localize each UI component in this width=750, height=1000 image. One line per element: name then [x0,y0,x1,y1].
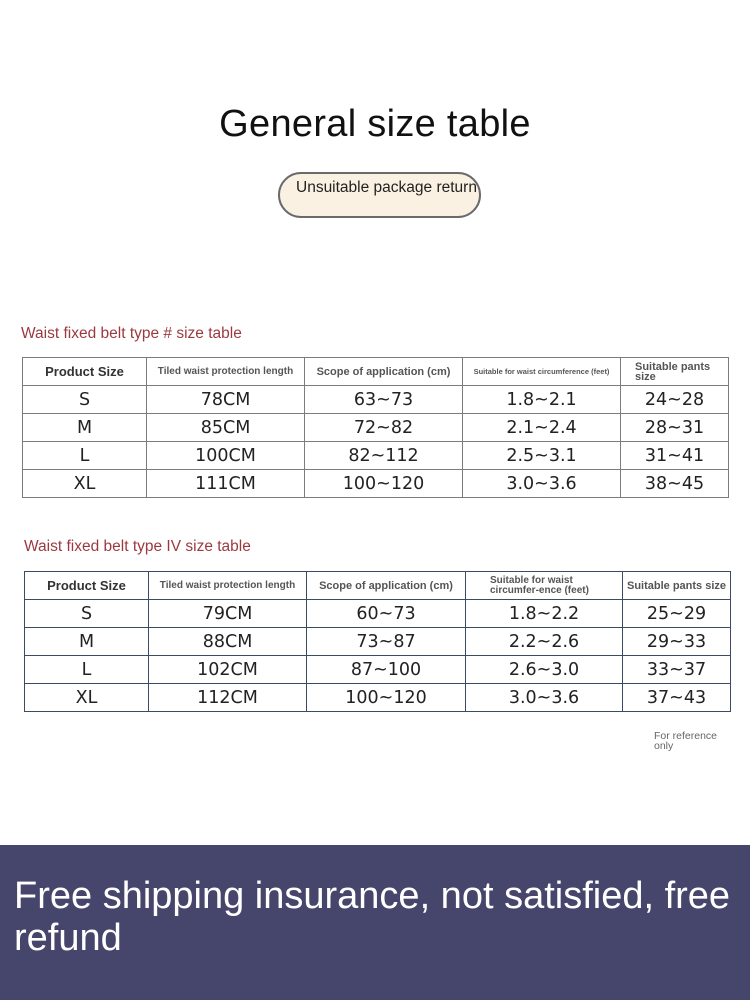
cell: 24~28 [621,386,729,414]
cell: L [25,656,149,684]
cell: 1.8~2.1 [463,386,621,414]
cell: 2.5~3.1 [463,442,621,470]
header-pants-size: Suitable pants size [623,572,731,600]
table-row [23,414,729,442]
table-row [25,656,731,684]
cell: 3.0~3.6 [463,470,621,498]
header-waist-feet: Suitable for waist circumfer-ence (feet) [466,572,623,600]
table-row [23,442,729,470]
cell: 111CM [147,470,305,498]
cell: 100~120 [305,470,463,498]
cell: 100CM [147,442,305,470]
cell: 63~73 [305,386,463,414]
cell: 112CM [149,684,307,712]
cell: 100~120 [307,684,466,712]
header-product-size: Product Size [25,572,149,600]
cell: 79CM [149,600,307,628]
table1-title: Waist fixed belt type # size table [21,325,242,342]
table-row [25,600,731,628]
cell: XL [23,470,147,498]
cell: 78CM [147,386,305,414]
cell: 85CM [147,414,305,442]
unsuitable-return-badge: Unsuitable package return [278,172,481,218]
reference-note: For reference only [654,730,718,752]
table-row [23,470,729,498]
header-tiled-length: Tiled waist protection length [149,572,307,600]
cell: 60~73 [307,600,466,628]
cell: M [23,414,147,442]
cell: 25~29 [623,600,731,628]
table-header-row [23,358,729,386]
table-row [23,386,729,414]
header-tiled-length: Tiled waist protection length [147,358,305,386]
cell: 2.1~2.4 [463,414,621,442]
cell: 37~43 [623,684,731,712]
cell: XL [25,684,149,712]
table2-title: Waist fixed belt type IV size table [24,538,251,555]
cell: 72~82 [305,414,463,442]
table-row [25,628,731,656]
page-title: General size table [219,103,531,145]
cell: S [25,600,149,628]
cell: 33~37 [623,656,731,684]
promo-banner [0,845,750,1000]
cell: 102CM [149,656,307,684]
cell: 87~100 [307,656,466,684]
cell: 29~33 [623,628,731,656]
header-scope: Scope of application (cm) [307,572,466,600]
cell: L [23,442,147,470]
table-header-row [25,572,731,600]
header-waist-feet: Suitable for waist circumference (feet) [463,358,621,386]
cell: 2.2~2.6 [466,628,623,656]
size-table-type-hash [22,357,729,498]
cell: 28~31 [621,414,729,442]
cell: M [25,628,149,656]
cell: 2.6~3.0 [466,656,623,684]
cell: 82~112 [305,442,463,470]
header-product-size: Product Size [23,358,147,386]
cell: 88CM [149,628,307,656]
table-row [25,684,731,712]
cell: S [23,386,147,414]
cell: 3.0~3.6 [466,684,623,712]
header-scope: Scope of application (cm) [305,358,463,386]
cell: 73~87 [307,628,466,656]
banner-text: Free shipping insurance, not satisfied, free refund [14,875,731,959]
cell: 31~41 [621,442,729,470]
cell: 38~45 [621,470,729,498]
size-table-type-iv [24,571,731,712]
cell: 1.8~2.2 [466,600,623,628]
header-pants-size: Suitable pants size [621,358,729,386]
